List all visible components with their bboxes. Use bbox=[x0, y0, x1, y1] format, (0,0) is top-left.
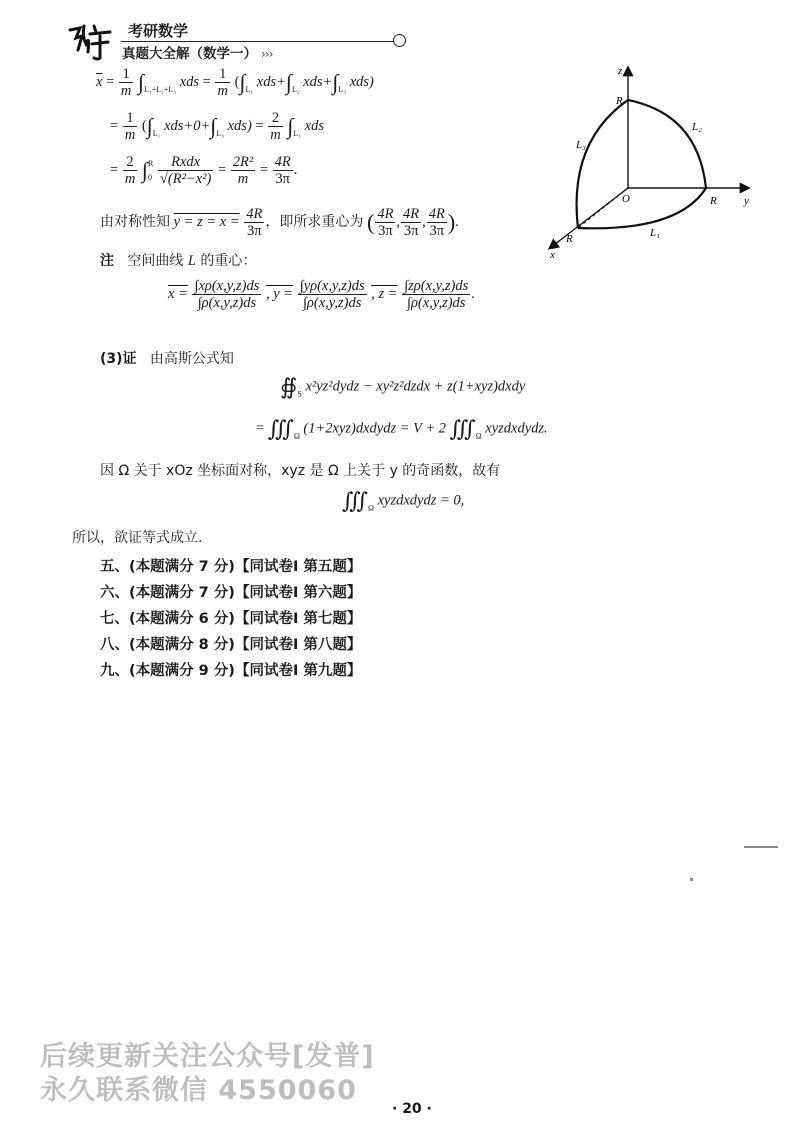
book-subtitle: 真题大全解（数学一） ››› bbox=[122, 46, 273, 62]
subtitle-arrow-icon: ››› bbox=[261, 47, 273, 61]
centroid-formula: x = $\frac{\int x\rho(x,y,z)ds}{\int\rho(x,y,z)ds}$ , y = $\frac{\int y\rho(x,y,z)ds}{\int\rho(x,y,z)ds}$ , z = $\frac{\int z\rho(x,y,z)ds}{\int\rho(x,y,z)ds}$ . bbox=[168, 278, 475, 311]
origin-label: O bbox=[622, 193, 630, 205]
z-axis-label: z bbox=[618, 65, 623, 77]
section-nine: 九、(本题满分 9 分)【同试卷Ⅰ 第九题】 bbox=[100, 663, 362, 679]
print-speck bbox=[744, 846, 778, 848]
section-five: 五、(本题满分 7 分)【同试卷Ⅰ 第五题】 bbox=[100, 559, 362, 575]
l1-label: L₁ bbox=[650, 227, 660, 239]
derivation-line-3: = $\frac{2}{m}$ ∫ R 0 $\frac{\text{Rxdx}}{\text{√(R²−x²)}}$ = $\frac{\text{2R²}}{m}$ = $\frac{4R}{3\pi}$ . bbox=[110, 154, 298, 187]
gauss-surface-integral: $∯_S$ x²yz²dydz − xy²z²dzdx + z(1+xyz)dxdy bbox=[280, 374, 526, 399]
book-series-title: 考研数学 bbox=[128, 22, 189, 40]
section-six: 六、(本题满分 7 分)【同试卷Ⅰ 第六题】 bbox=[100, 585, 362, 601]
l2-label: L₂ bbox=[692, 121, 702, 133]
header-rule-end-circle bbox=[393, 34, 406, 47]
print-speck bbox=[690, 878, 693, 881]
y-axis-label: y bbox=[744, 195, 749, 207]
symmetry-argument: 因 Ω 关于 xOz 坐标面对称，xyz 是 Ω 上关于 y 的奇函数，故有 bbox=[100, 463, 501, 479]
watermark-line-1: 后续更新关注公众号[发普] bbox=[40, 1041, 375, 1072]
proof-conclusion: 所以，欲证等式成立. bbox=[72, 530, 203, 546]
curve-l1 bbox=[578, 188, 706, 228]
curve-l2 bbox=[628, 100, 706, 188]
radius-label-bottom: R bbox=[566, 233, 573, 245]
page-number: · 20 · bbox=[392, 1101, 432, 1117]
curve-l3 bbox=[577, 100, 628, 228]
derivation-line-1: $\overline{x}$ = $\frac{1}{m}$ $\int_{L_1+L_2+L_3}$ xds = $\frac{1}{m}$ ($\int_{L_1}$ $xds+\int_{L_2}$ $xds+\int_{L_3}$ xds) bbox=[96, 66, 374, 99]
proof-heading: (3)证 由高斯公式知 bbox=[100, 351, 234, 367]
radius-label-right: R bbox=[710, 195, 717, 207]
sphere-octant-figure bbox=[538, 62, 760, 262]
section-seven: 七、(本题满分 6 分)【同试卷Ⅰ 第七题】 bbox=[100, 611, 362, 627]
note-line: 注 空间曲线 L 的重心： bbox=[100, 253, 257, 269]
derivation-line-2: = $\frac{1}{m}$ ($\int_{L_1}$ $xds+0+\int_{L_3}$ xds) = $\frac{2}{m}$ $\int_{L_1}$ xds bbox=[110, 110, 325, 143]
l3-label: L₃ bbox=[576, 139, 586, 151]
gauss-volume-integral: = $∭_\Omega$ (1+2xyz)dxdydz = V + 2 $∭_\Omega$ xyzdxdydz. bbox=[256, 416, 548, 441]
x-axis-label: x bbox=[550, 249, 555, 261]
symmetry-line: 由对称性知 y = z = x = $\frac{4R}{3\pi}$ ，即所求重心为 ( $\frac{4R}{3\pi}$ , $\frac{4R}{3\pi}$ , $\frac{4R}{3\pi}$ ). bbox=[100, 206, 459, 239]
radius-label-top: R bbox=[616, 95, 623, 107]
section-eight: 八、(本题满分 8 分)【同试卷Ⅰ 第八题】 bbox=[100, 637, 362, 653]
watermark-line-2: 永久联系微信 4550060 bbox=[40, 1075, 357, 1106]
zhangyu-signature-logo bbox=[66, 22, 114, 62]
odd-function-integral: $∭_\Omega$ xyzdxdydz = 0, bbox=[342, 488, 465, 513]
